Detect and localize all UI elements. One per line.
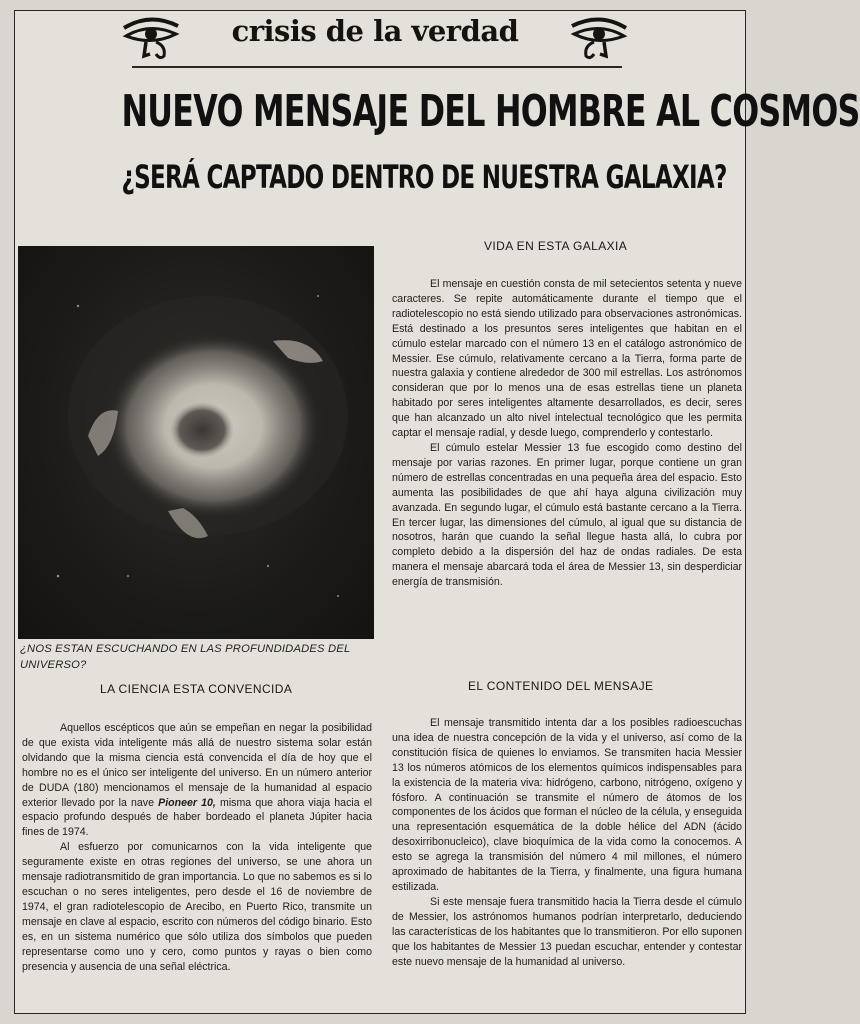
- section-title: crisis de la verdad: [231, 14, 519, 48]
- eye-of-horus-icon: [568, 14, 630, 60]
- paragraph-text: Aquellos escépticos que aún se empeñan en negar la posibilidad de que exista vida inteligente más allá de nuestro sistema solar están olvidando que la misma ciencia está convencida el día de hoy que el hombre no es el único ser inteligente del universo. En un número anterior de DUDA (180) mencionamos el mensaje de la humanidad al espacio exterior llevado por la nave: [22, 722, 372, 809]
- nebula-photo: [18, 246, 374, 639]
- paragraph: El mensaje en cuestión consta de mil setecientos setenta y nueve caracteres. Se repite automáticamente durante el tiempo que el radiotelescopio no está siendo utilizado para observaciones astronómicas. Está destinado a los presuntos seres inteligentes que habitan en el cúmulo estelar marcado con el número 13 en el catálogo astronómico de Messier. Ese cúmulo, relativamente cercano a la Tierra, forma parte de nuestra galaxia y contiene alrededor de 300 mil estrellas. Los astrónomos consideran que por lo menos una de esas estrellas tiene un planeta habitado por seres inteligentes altamente desarrollados, es decir, seres que han alcanzado un alto nivel intelectual tecnológico que les permita captar el mensaje radial, y desde luego, comprenderlo y contestarlo.: [392, 278, 742, 440]
- nebula-image: [18, 246, 374, 639]
- left-column-text: [22, 721, 372, 974]
- paragraph: El mensaje transmitido intenta dar a los posibles radioescuchas una idea de nuestra concepción de la vida y el universo, así como de la constitución física de quienes lo enviamos. Se transmiten hacia Messier 13 los números atómicos de los elementos químicos indispensables para la existencia de la materia viva: hidrógeno, carbono, nitrógeno, oxígeno y fósforo. A continuación se transmite el número de átomos de los componentes de los ácidos que forman el núcleo de la célula, y enseguida una representación esquemática de la doble hélice del ADN (ácido desoxirribonucleico), clave bioquímica de la vida como la conocemos. A esto se agrega la transmisión del número 4 mil millones, el número aproximado de habitantes de la Tierra, y finalmente, una figura humana estilizada.: [392, 717, 742, 893]
- right-bottom-column-text: [392, 716, 742, 969]
- headline: NUEVO MENSAJE DEL HOMBRE AL COSMOS: [121, 86, 860, 137]
- paragraph: Al esfuerzo por comunicarnos con la vida inteligente que seguramente existe en otras regiones del universo, se une ahora un mensaje radiotransmitido de gran importancia. Lo que no sabemos es si lo escuchan o no seres inteligentes, pero desde el 16 de noviembre de 1974, el gran radiotelescopio de Arecibo, en Puerto Rico, transmite un mensaje en clave al espacio, escrito con números del código binario. Esto es, en un sistema numérico que sólo utiliza dos símbolos que pueden representarse como uno y cero, como puntos y rayas o bien como presencia y ausencia de una señal eléctrica.: [22, 841, 372, 973]
- paragraph: [22, 721, 372, 840]
- paragraph-text: misma que ahora viaja hacia el espacio profundo después de haber bordeado el planeta Júpiter hacia fines de 1974.: [22, 796, 373, 839]
- subheadline: ¿SERÁ CAPTADO DENTRO DE NUESTRA GALAXIA?: [121, 158, 727, 196]
- section-heading-contenido: EL CONTENIDO DEL MENSAJE: [468, 679, 654, 693]
- section-heading-ciencia: LA CIENCIA ESTA CONVENCIDA: [100, 682, 293, 696]
- right-top-column-text: [392, 277, 742, 590]
- eye-of-horus-icon: [120, 14, 182, 60]
- section-heading-vida: VIDA EN ESTA GALAXIA: [484, 239, 628, 253]
- paragraph: Si este mensaje fuera transmitido hacia la Tierra desde el cúmulo de Messier, los astrónomos humanos podrían interpretarlo, deduciendo las características de los habitantes que lo transmitieron. Por ello suponen que los habitantes de Messier 13 puedan escuchar, entender y contestar este nuevo mensaje de la humanidad al universo.: [392, 895, 742, 968]
- column-header: [120, 10, 630, 65]
- emphasis-text: Pioneer 10,: [158, 796, 216, 809]
- photo-caption: ¿NOS ESTAN ESCUCHANDO EN LAS PROFUNDIDADES DEL UNIVERSO?: [20, 643, 351, 671]
- paragraph: El cúmulo estelar Messier 13 fue escogido como destino del mensaje por varias razones. En primer lugar, porque contiene un gran número de estrellas concentradas en una pequeña área del espacio. Esto aumenta las posibilidades de que ahí haya alguna civilización muy avanzada. En segundo lugar, el cúmulo está bastante cercano a la Tierra. En tercer lugar, las dimensiones del cúmulo, al igual que su distancia de nosotros, harán que cuando la señal llegue hasta allá, lo cubra por completo debido a la dispersión del haz de ondas radiales. De esta manera el mensaje abarcará toda el área de Messier 13, sin desperdiciar energía de transmisión.: [392, 441, 742, 589]
- header-divider: [132, 66, 622, 68]
